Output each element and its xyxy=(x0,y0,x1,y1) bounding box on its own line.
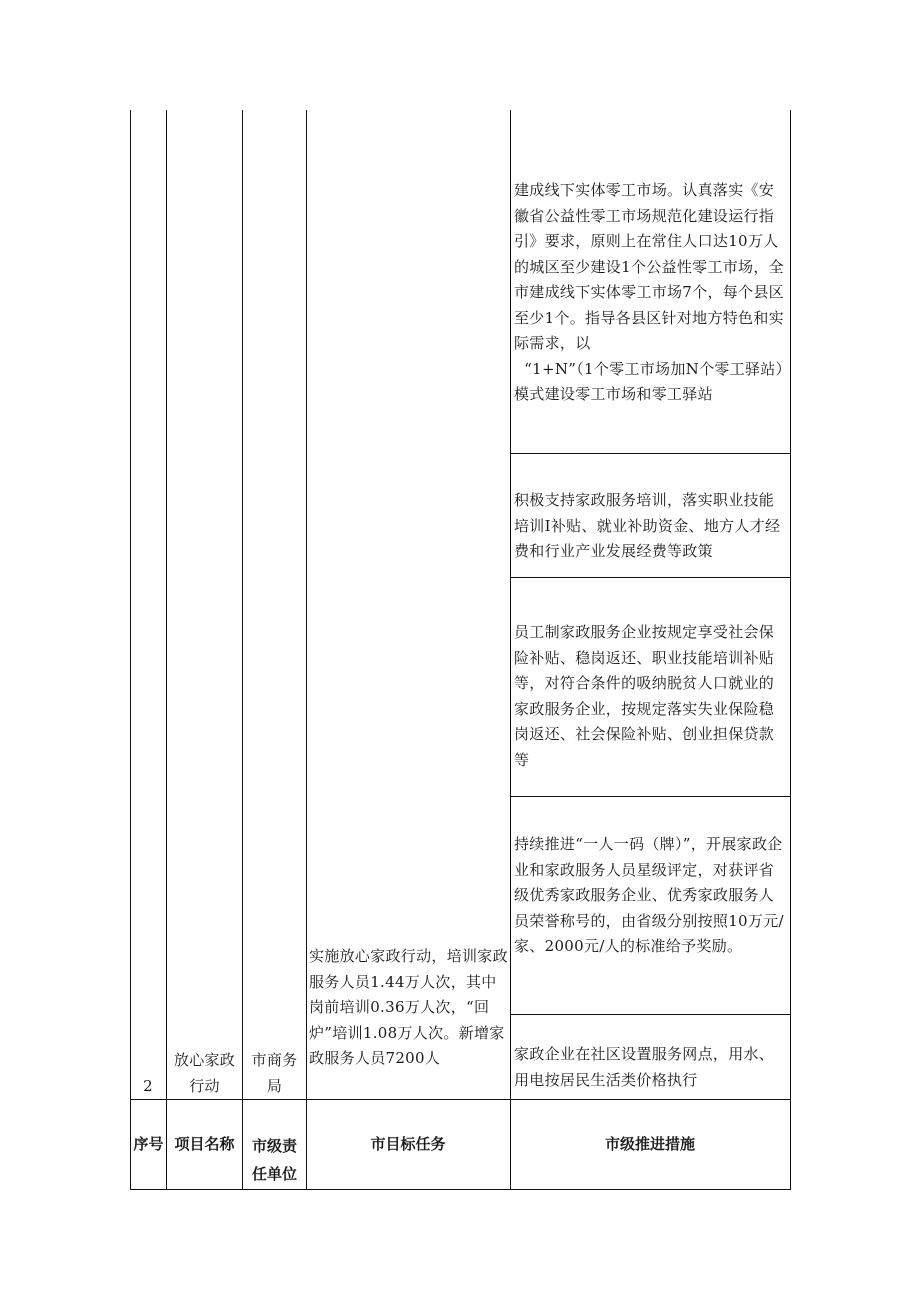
header-measures: 市级推进措施 xyxy=(604,1135,695,1153)
grid-line xyxy=(166,110,167,1190)
grid-line xyxy=(130,110,131,1190)
grid-line xyxy=(510,110,511,1190)
grid-line xyxy=(790,110,791,1190)
measure-cell-2: 积极支持家政服务培训，落实职业技能培训I补贴、就业补助资金、地方人才经费和行业产业发展经费等政策 xyxy=(514,491,781,560)
measure-cell-4: 持续推进“一人一码（牌）”，开展家政企业和家政服务人员星级评定，对获评省级优秀家政服务企业、优秀家政服务人员荣誉称号的，由省级分别按照10万元/家、2000元/人的标准给予奖励。 xyxy=(514,835,784,955)
unit-cell: 市商务 局 xyxy=(251,1051,298,1095)
project-name-cell: 放心家政 行动 xyxy=(173,1051,236,1095)
measure-cell-5: 家政企业在社区设置服务网点，用水、用电按居民生活类价格执行 xyxy=(514,1045,775,1089)
grid-line xyxy=(242,110,243,1190)
measure-cell-3: 员工制家政服务企业按规定享受社会保险补贴、稳岗返还、职业技能培训补贴等，对符合条件的吸纳脱贫人口就业的家政服务企业，按规定落实失业保险稳岗返还、社会保险补贴、创业担保贷款等 xyxy=(514,623,775,769)
header-target: 市目标任务 xyxy=(370,1135,446,1153)
grid-line xyxy=(510,453,791,454)
grid-line xyxy=(130,1189,791,1190)
header-seq: 序号 xyxy=(133,1135,164,1153)
header-unit: 市级责 任单位 xyxy=(251,1137,297,1183)
target-cell: 实施放心家政行动，培训家政服务人员1.44万人次，其中岗前培训0.36万人次，“回炉”培训1.08万人次。新增家政服务人员7200人 xyxy=(309,947,508,1067)
grid-line xyxy=(130,1099,791,1100)
policy-table xyxy=(130,110,790,1190)
grid-line xyxy=(510,577,791,578)
measure-cell-1: 建成线下实体零工市场。认真落实《安徽省公益性零工市场规范化建设运行指引》要求，原则上在常住人口达10万人的城区至少建设1个公益性零工市场，全市建成线下实体零工市场7个，每个县区至少1个。指导各县区针对地方特色和实际需求，以 “1+N”（1个零工市场加N个零工驿站）模式建设零工市场和零工驿站 xyxy=(514,181,784,403)
grid-line xyxy=(510,796,791,797)
header-project: 项目名称 xyxy=(174,1135,235,1153)
grid-line xyxy=(510,1014,791,1015)
grid-line xyxy=(306,110,307,1190)
seq-cell: 2 xyxy=(143,1077,153,1095)
